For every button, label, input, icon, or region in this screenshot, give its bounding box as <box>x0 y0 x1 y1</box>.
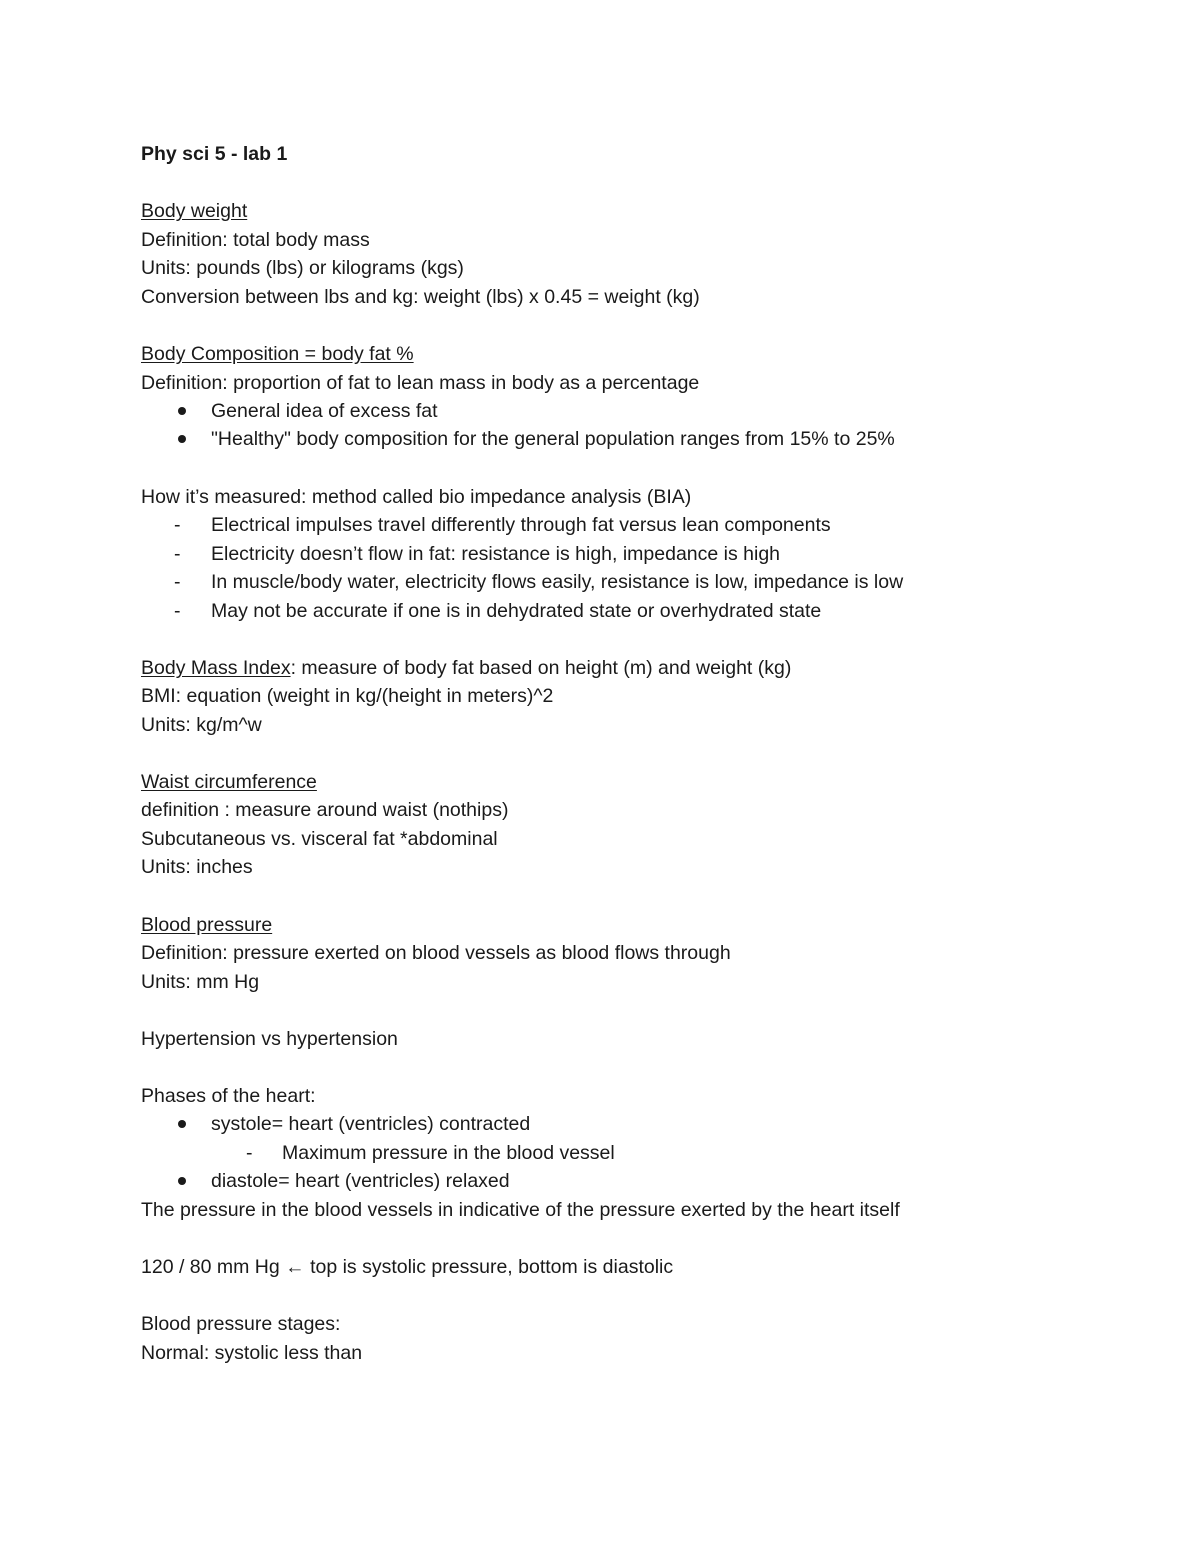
section-heading-blood-pressure: Blood pressure <box>141 914 273 936</box>
waist-fat: Subcutaneous vs. visceral fat *abdominal <box>141 828 498 850</box>
body-weight-conversion: Conversion between lbs and kg: weight (lbs) x 0.45 = weight (kg) <box>141 286 700 308</box>
section-heading-body-composition: Body Composition = body fat % <box>141 343 414 365</box>
phases-summary: The pressure in the blood vessels in indicative of the pressure exerted by the heart itself <box>141 1199 900 1221</box>
bullet-icon <box>178 407 186 415</box>
body-weight-definition: Definition: total body mass <box>141 229 370 251</box>
document-title: Phy sci 5 - lab 1 <box>141 143 288 165</box>
body-weight-units: Units: pounds (lbs) or kilograms (kgs) <box>141 257 464 279</box>
measurement-intro: How it’s measured: method called bio impedance analysis (BIA) <box>141 486 692 508</box>
list-item: General idea of excess fat <box>211 400 438 422</box>
list-item: Electrical impulses travel differently through fat versus lean components <box>211 514 831 536</box>
hypertension-line: Hypertension vs hypertension <box>141 1028 398 1050</box>
dash-marker: - <box>174 571 181 593</box>
bullet-icon <box>178 1177 186 1185</box>
dash-marker: - <box>174 543 181 565</box>
section-heading-bmi: Body Mass Index <box>141 657 291 679</box>
stages-heading: Blood pressure stages: <box>141 1313 341 1335</box>
dash-marker: - <box>174 600 181 622</box>
section-heading-waist: Waist circumference <box>141 771 317 793</box>
list-item: May not be accurate if one is in dehydrated state or overhydrated state <box>211 600 822 622</box>
list-item: "Healthy" body composition for the general population ranges from 15% to 25% <box>211 428 895 450</box>
list-item: systole= heart (ventricles) contracted <box>211 1113 531 1135</box>
waist-definition: definition : measure around waist (nothips) <box>141 799 509 821</box>
bmi-heading-description: : measure of body fat based on height (m) and weight (kg) <box>290 657 792 679</box>
blood-pressure-units: Units: mm Hg <box>141 971 260 993</box>
bmi-units: Units: kg/m^w <box>141 714 262 736</box>
body-composition-definition: Definition: proportion of fat to lean mass in body as a percentage <box>141 372 700 394</box>
list-item: Electricity doesn’t flow in fat: resistance is high, impedance is high <box>211 543 781 565</box>
list-item: diastole= heart (ventricles) relaxed <box>211 1170 510 1192</box>
bmi-equation: BMI: equation (weight in kg/(height in meters)^2 <box>141 685 554 707</box>
stages-normal: Normal: systolic less than <box>141 1342 363 1364</box>
pressure-reading: 120 / 80 mm Hg ← top is systolic pressure, bottom is diastolic <box>141 1256 674 1278</box>
dash-marker: - <box>246 1142 253 1164</box>
phases-intro: Phases of the heart: <box>141 1085 316 1107</box>
list-item: In muscle/body water, electricity flows easily, resistance is low, impedance is low <box>211 571 904 593</box>
dash-marker: - <box>174 514 181 536</box>
blood-pressure-definition: Definition: pressure exerted on blood vessels as blood flows through <box>141 942 731 964</box>
waist-units: Units: inches <box>141 856 253 878</box>
bullet-icon <box>178 435 186 443</box>
bmi-heading-line <box>141 654 791 682</box>
bullet-icon <box>178 1120 186 1128</box>
section-heading-body-weight: Body weight <box>141 200 248 222</box>
list-item: Maximum pressure in the blood vessel <box>282 1142 615 1164</box>
